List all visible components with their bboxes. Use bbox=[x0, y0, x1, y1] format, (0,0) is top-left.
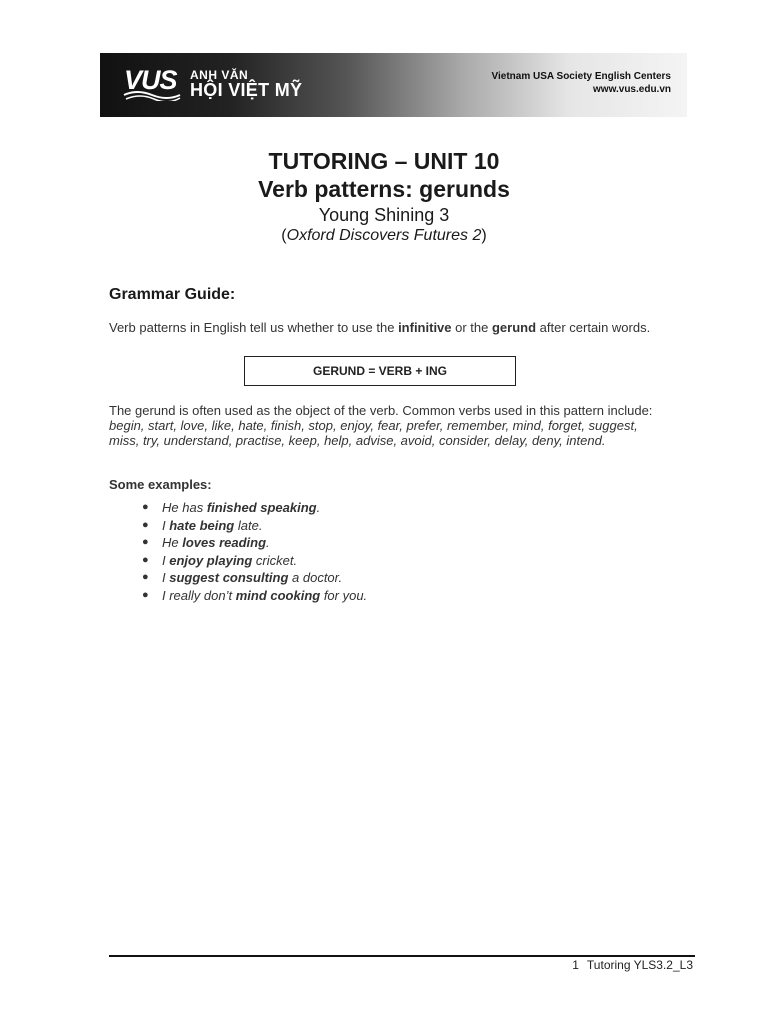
document-subtitle: Verb patterns: gerunds bbox=[258, 176, 510, 202]
logo-text-line1: ANH VĂN bbox=[190, 68, 249, 82]
examples-heading: Some examples: bbox=[109, 477, 212, 492]
logo-mark: VUS bbox=[124, 65, 177, 95]
footer-divider bbox=[109, 955, 695, 957]
usage-paragraph: The gerund is often used as the object of the verb. Common verbs used in this pattern include: begin, start, love, like, hate, finish, stop, enjoy, fear, prefer, remember, mind, forget, suggest, miss, try, understand, practise, keep, help, advise, avoid, consider, delay, deny, intend. bbox=[109, 403, 653, 448]
grammar-guide-heading: Grammar Guide: bbox=[109, 286, 236, 303]
bullet-icon: ● bbox=[142, 588, 149, 601]
verb-list: begin, start, love, like, hate, finish, stop, enjoy, fear, prefer, remember, mind, forget, suggest, miss, try, understand, practise, keep, help, advise, avoid, consider, delay, deny, intend. bbox=[109, 418, 638, 448]
document-title: TUTORING – UNIT 10 bbox=[268, 148, 500, 174]
bullet-icon: ● bbox=[142, 536, 149, 548]
course-name: Young Shining 3 bbox=[318, 205, 450, 225]
document-code: Tutoring YLS3.2_L3 bbox=[586, 958, 693, 972]
list-item: ● He loves reading. bbox=[142, 535, 270, 550]
list-item: ● He has finished speaking. bbox=[142, 500, 321, 515]
page-number: 1 bbox=[572, 958, 579, 972]
bullet-icon: ● bbox=[142, 571, 149, 583]
gerund-formula-box: GERUND = VERB + ING bbox=[244, 356, 516, 386]
list-item: ● I really don’t mind cooking for you. bbox=[142, 587, 368, 603]
footer bbox=[572, 958, 693, 972]
bullet-icon: ● bbox=[142, 501, 149, 513]
logo-text-line2: HỘI VIỆT MỸ bbox=[190, 80, 303, 100]
examples-list bbox=[140, 499, 367, 604]
bullet-icon: ● bbox=[142, 553, 149, 566]
center-url: www.vus.edu.vn bbox=[593, 84, 671, 95]
textbook-reference: (Oxford Discovers Futures 2) bbox=[281, 227, 487, 244]
textbook-title: Oxford Discovers Futures 2 bbox=[286, 227, 482, 244]
intro-paragraph: Verb patterns in English tell us whether to use the infinitive or the gerund after certain words. bbox=[109, 320, 651, 335]
center-name: Vietnam USA Society English Centers bbox=[491, 71, 671, 82]
list-item: ● I hate being late. bbox=[142, 517, 263, 533]
bullet-icon: ● bbox=[142, 518, 149, 531]
list-item: ● I suggest consulting a doctor. bbox=[142, 570, 343, 585]
header-banner bbox=[100, 53, 687, 117]
logo-swoosh-icon bbox=[122, 89, 182, 101]
list-item: ● I enjoy playing cricket. bbox=[142, 552, 298, 568]
